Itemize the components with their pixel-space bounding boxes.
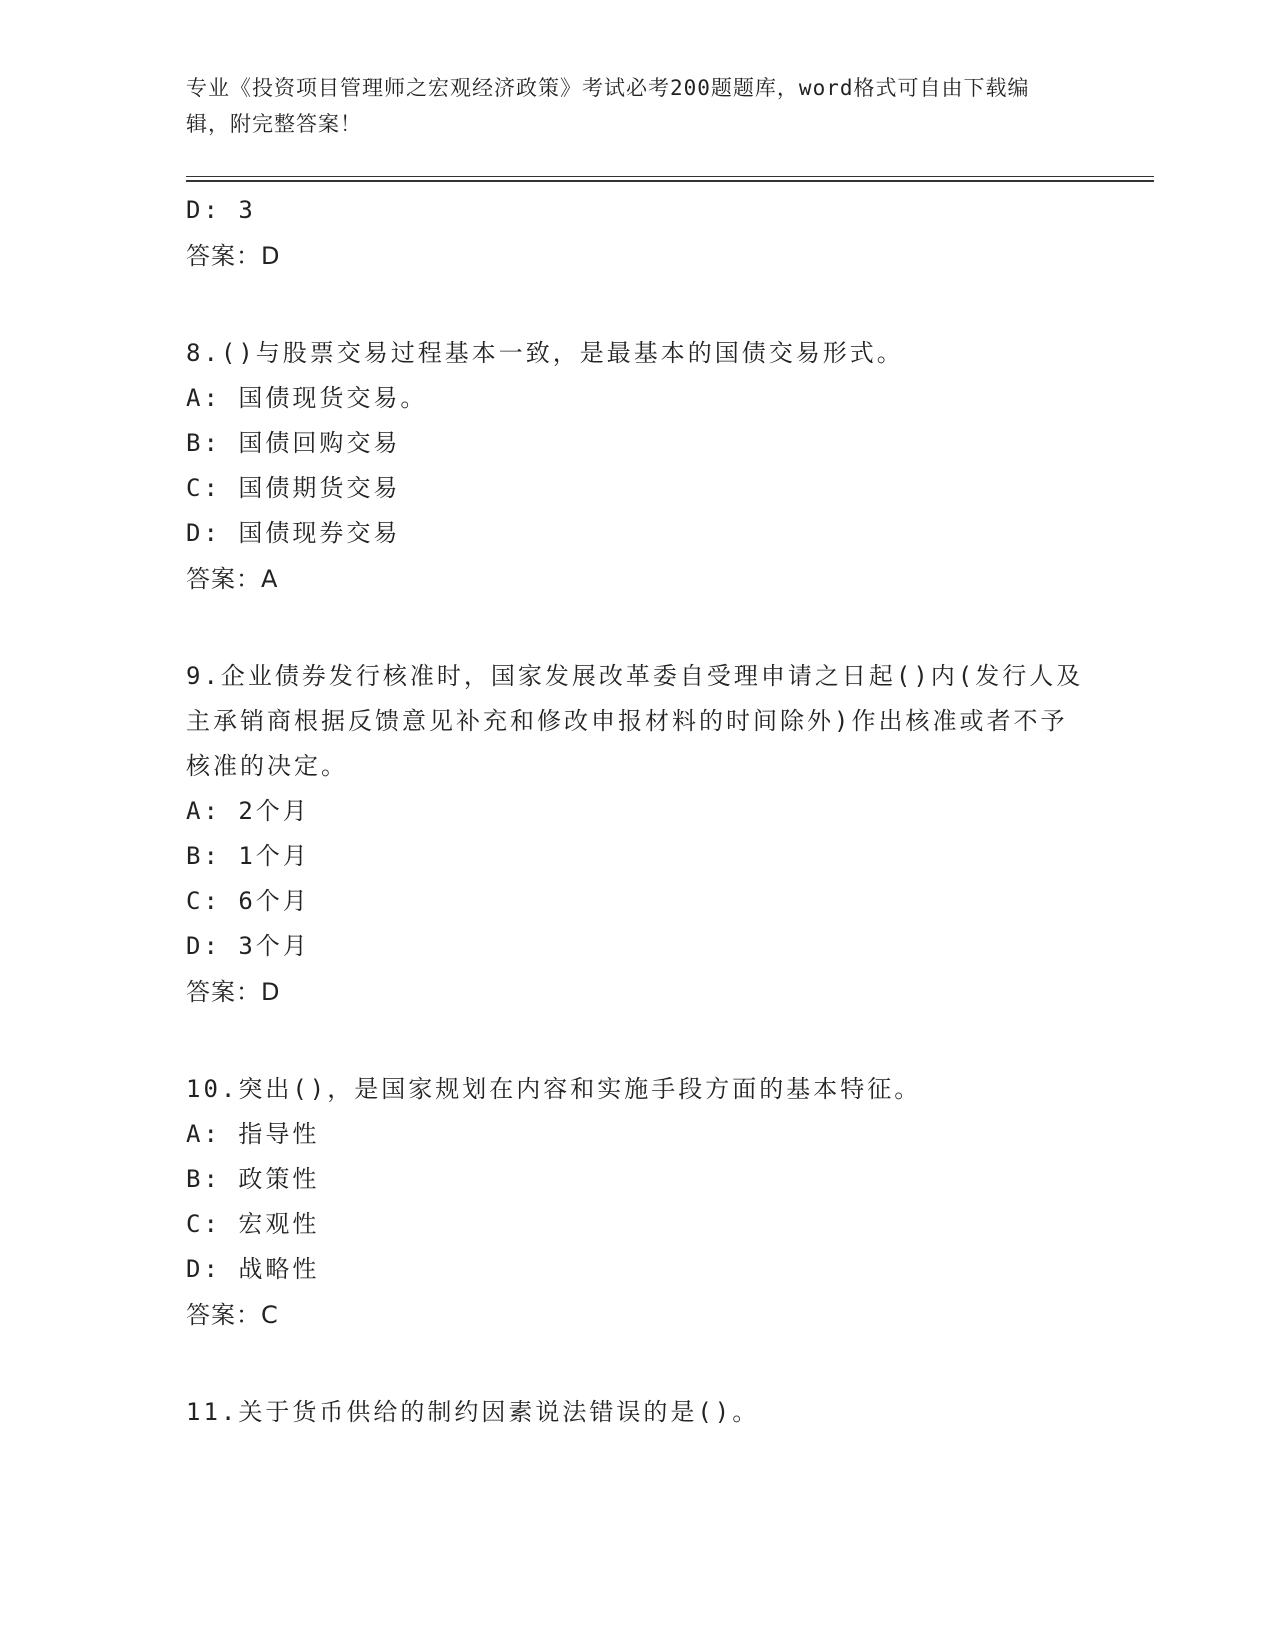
- option-b: B: 1个月: [186, 842, 310, 870]
- option-b: B: 国债回购交易: [186, 429, 401, 457]
- option-a: A: 2个月: [186, 797, 310, 825]
- header-text: 专业《投资项目管理师之宏观经济政策》考试必考200题题库，word格式可自由下载编辑，附完整答案！: [186, 76, 1030, 136]
- document-header: [186, 70, 1066, 142]
- question-text: 11.关于货币供给的制约因素说法错误的是()。: [186, 1398, 760, 1426]
- option-d: D: 3个月: [186, 932, 310, 960]
- question-10: [186, 1067, 1086, 1338]
- option-d: D: 国债现券交易: [186, 519, 401, 547]
- header-divider-thin: [186, 176, 1154, 177]
- option-d: D: 战略性: [186, 1255, 320, 1283]
- question-9: [186, 654, 1086, 1015]
- option-a: A: 国债现货交易。: [186, 384, 428, 412]
- question-8: [186, 331, 1086, 602]
- question-text: 10.突出()，是国家规划在内容和实施手段方面的基本特征。: [186, 1075, 922, 1103]
- answer-line: 答案：C: [186, 1301, 279, 1329]
- question-list: [186, 188, 1086, 1435]
- question-text: 8.()与股票交易过程基本一致，是最基本的国债交易形式。: [186, 339, 904, 367]
- option-c: C: 6个月: [186, 887, 310, 915]
- header-divider-thick: [186, 180, 1154, 182]
- question-text: 9.企业债券发行核准时，国家发展改革委自受理申请之日起()内(发行人及主承销商根据反馈意见补充和修改申报材料的时间除外)作出核准或者不予核准的决定。: [186, 662, 1084, 780]
- answer-line: 答案：D: [186, 242, 281, 270]
- question-11: [186, 1390, 1086, 1435]
- previous-question-fragment: [186, 188, 1086, 279]
- option-a: A: 指导性: [186, 1120, 320, 1148]
- option-c: C: 国债期货交易: [186, 474, 401, 502]
- option-b: B: 政策性: [186, 1165, 320, 1193]
- answer-line: 答案：A: [186, 565, 279, 593]
- option-c: C: 宏观性: [186, 1210, 320, 1238]
- answer-line: 答案：D: [186, 978, 281, 1006]
- option-d: D: 3: [186, 196, 256, 224]
